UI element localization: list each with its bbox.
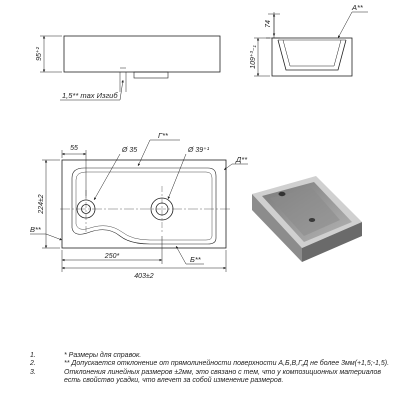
note-text: Отклонения линейных размеров ±2мм, это связано с тем, что у композиционных материалов есть свойство усадки, что влечет за собой изменение размеров. (64, 368, 382, 385)
note-text: * Размеры для справок. (64, 352, 142, 359)
dim-side-74: 74 (265, 20, 272, 28)
note-item (30, 369, 392, 386)
mark-d: Д** (236, 155, 248, 164)
mark-v: В** (30, 225, 41, 234)
sink-3d-render (252, 176, 362, 262)
note-number: 1. (30, 352, 36, 359)
note-number: 3. (30, 368, 36, 376)
dim-side-height: 109⁺³₋₁ (250, 45, 257, 69)
mark-g: Г** (158, 131, 168, 140)
mark-a: А** (352, 3, 363, 12)
notes-block (30, 352, 392, 386)
note-number: 2. (30, 360, 36, 368)
mark-b: Б** (190, 255, 201, 264)
dim-250: 250* (104, 253, 120, 260)
dim-top-height: 95⁺² (36, 47, 43, 61)
note-item (30, 360, 392, 368)
dim-55: 55 (70, 145, 78, 152)
dim-224: 224±2 (38, 194, 45, 214)
dim-d35: Ø 35 (122, 147, 138, 154)
dim-d39: Ø 39⁺¹ (188, 147, 210, 154)
bend-note: 1,5** max Изгиб (62, 91, 118, 100)
note-text: ** Допускается отклонение от прямолинейности поверхности А,Б,В,Г,Д не более 3мм(+1,5;-1,5). (64, 360, 390, 368)
plan-view (30, 140, 248, 272)
dim-403: 403±2 (134, 273, 154, 280)
